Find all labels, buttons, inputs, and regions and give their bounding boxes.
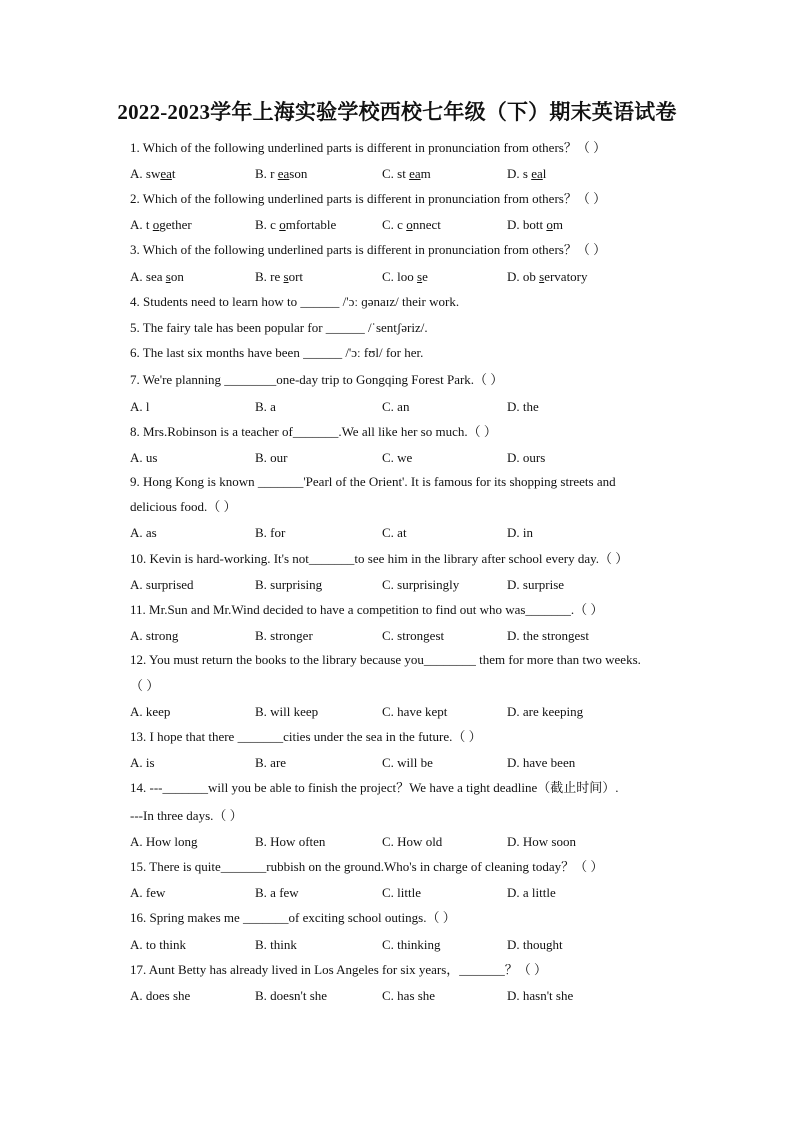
option-d[interactable]: D. a little (507, 885, 556, 900)
option-b[interactable]: B. our (255, 450, 288, 465)
option-a[interactable]: A. How long (130, 834, 198, 849)
question-2: 2. Which of the following underlined parts is different in pronunciation from others？（ ） (130, 191, 607, 206)
option-a[interactable]: A. to think (130, 937, 186, 952)
option-a[interactable]: A. is (130, 755, 155, 770)
option-b[interactable]: B. for (255, 525, 286, 540)
option-a[interactable]: A. l (130, 399, 150, 414)
question-1: 1. Which of the following underlined parts is different in pronunciation from others？（ ） (130, 140, 607, 155)
option-d[interactable]: D. ob servatory (507, 269, 588, 284)
option-b[interactable]: B. a few (255, 885, 299, 900)
option-a[interactable]: A. few (130, 885, 166, 900)
question-13: 13. I hope that there _______cities under the sea in the future.（ ） (130, 729, 482, 744)
question-12: 12. You must return the books to the library because you________ them for more than two weeks. (130, 652, 641, 667)
underlined-part: s (165, 269, 171, 284)
question-11: 11. Mr.Sun and Mr.Wind decided to have a competition to find out who was_______.（ ） (130, 602, 604, 617)
option-c[interactable]: C. will be (382, 755, 433, 770)
exam-title: 2022-2023学年上海实验学校西校七年级（下）期末英语试卷 (117, 100, 677, 124)
option-c[interactable]: C. at (382, 525, 407, 540)
option-d[interactable]: D. have been (507, 755, 576, 770)
option-c[interactable]: C. loo se (382, 269, 428, 284)
option-b[interactable]: B. doesn't she (255, 988, 328, 1003)
option-a[interactable]: A. as (130, 525, 157, 540)
question-17: 17. Aunt Betty has already lived in Los Angeles for six years，_______？（ ） (130, 962, 548, 977)
option-c[interactable]: C. has she (382, 988, 436, 1003)
underlined-part: ea (160, 166, 172, 181)
underlined-part: o (406, 217, 413, 232)
option-b[interactable]: B. think (255, 937, 297, 952)
underlined-part: s (417, 269, 423, 284)
option-a[interactable]: A. does she (130, 988, 191, 1003)
option-d[interactable]: D. surprise (507, 577, 565, 592)
option-d[interactable]: D. How soon (507, 834, 576, 849)
question-4: 4. Students need to learn how to ______ /'ɔː ɡənaɪz/ their work. (130, 294, 460, 309)
option-c[interactable]: C. surprisingly (382, 577, 460, 592)
option-a[interactable]: A. t ogether (130, 217, 192, 232)
option-c[interactable]: C. an (382, 399, 410, 414)
option-d[interactable]: D. ours (507, 450, 546, 465)
option-c[interactable]: C. thinking (382, 937, 441, 952)
question-9: 9. Hong Kong is known _______'Pearl of the Orient'. It is famous for its shopping streets and (130, 474, 616, 489)
question-7: 7. We're planning ________one-day trip to Gongqing Forest Park.（ ） (130, 372, 504, 387)
option-a[interactable]: A. surprised (130, 577, 194, 592)
option-c[interactable]: C. st eam (382, 166, 431, 181)
option-a[interactable]: A. us (130, 450, 158, 465)
underlined-part: o (152, 217, 160, 232)
option-a[interactable]: A. sweat (130, 166, 176, 181)
option-b[interactable]: B. r eason (255, 166, 308, 181)
option-d[interactable]: D. the strongest (507, 628, 589, 643)
underlined-part: o (546, 217, 553, 232)
question-8: 8. Mrs.Robinson is a teacher of_______.We all like her so much.（ ） (130, 424, 497, 439)
question-15: 15. There is quite_______rubbish on the ground.Who's in charge of cleaning today？（ ） (130, 859, 604, 874)
question-10: 10. Kevin is hard-working. It's not_______to see him in the library after school every day.（ ） (130, 551, 629, 566)
question-5: 5. The fairy tale has been popular for ______ /ˈsentʃəriz/. (130, 320, 428, 335)
option-b[interactable]: B. c omfortable (255, 217, 337, 232)
option-c[interactable]: C. c onnect (382, 217, 441, 232)
underlined-part: s (283, 269, 289, 284)
question-14-continued: ---In three days.（ ） (130, 808, 243, 823)
option-c[interactable]: C. How old (382, 834, 443, 849)
underlined-part: o (279, 217, 286, 232)
option-b[interactable]: B. re sort (255, 269, 304, 284)
question-3: 3. Which of the following underlined parts is different in pronunciation from others？（ ） (130, 242, 607, 257)
option-a[interactable]: A. keep (130, 704, 171, 719)
option-d[interactable]: D. are keeping (507, 704, 584, 719)
question-12-continued: （ ） (130, 678, 160, 693)
option-b[interactable]: B. How often (255, 834, 326, 849)
question-6: 6. The last six months have been ______ /'ɔː fʊl/ for her. (130, 345, 424, 360)
option-b[interactable]: B. surprising (255, 577, 323, 592)
option-c[interactable]: C. little (382, 885, 421, 900)
option-b[interactable]: B. a (255, 399, 276, 414)
option-d[interactable]: D. hasn't she (507, 988, 574, 1003)
underlined-part: s (539, 269, 545, 284)
option-d[interactable]: D. the (507, 399, 539, 414)
option-c[interactable]: C. strongest (382, 628, 445, 643)
underlined-part: ea (531, 166, 543, 181)
option-c[interactable]: C. have kept (382, 704, 448, 719)
option-d[interactable]: D. s eal (507, 166, 547, 181)
option-d[interactable]: D. thought (507, 937, 563, 952)
option-b[interactable]: B. stronger (255, 628, 313, 643)
option-c[interactable]: C. we (382, 450, 413, 465)
underlined-part: ea (277, 166, 290, 181)
underlined-part: ea (409, 166, 421, 181)
question-9-continued: delicious food.（ ） (130, 499, 237, 514)
option-a[interactable]: A. sea son (130, 269, 184, 284)
option-d[interactable]: D. bott om (507, 217, 563, 232)
option-a[interactable]: A. strong (130, 628, 179, 643)
option-b[interactable]: B. will keep (255, 704, 319, 719)
option-d[interactable]: D. in (507, 525, 533, 540)
question-16: 16. Spring makes me _______of exciting school outings.（ ） (130, 910, 456, 925)
question-14: 14. ---_______will you be able to finish the project？We have a tight deadline（截止时间）. (130, 780, 619, 795)
option-b[interactable]: B. are (255, 755, 287, 770)
